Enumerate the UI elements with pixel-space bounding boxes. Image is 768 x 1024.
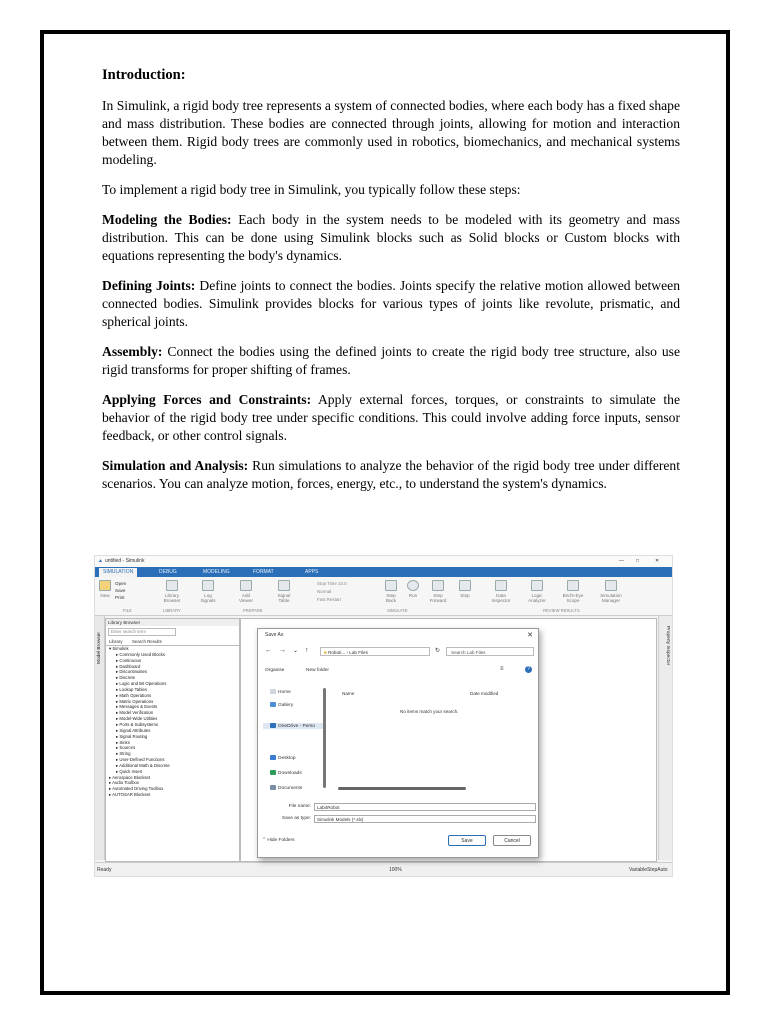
simulation-mode-select[interactable]: Normal — [317, 589, 332, 594]
tab-search-results[interactable]: Search Results — [132, 639, 162, 644]
tree-item[interactable]: ▸ Lookup Tables — [116, 686, 147, 692]
forward-arrow-icon[interactable]: → — [279, 647, 286, 654]
step-title: Modeling the Bodies: — [102, 212, 232, 227]
dialog-command-row — [263, 666, 533, 676]
address-bar[interactable]: ■ Roboti... › Lab Files — [320, 647, 430, 656]
tree-item[interactable]: ▸ Logic and Bit Operations — [116, 681, 167, 687]
nav-onedrive[interactable]: OneDrive - Perso — [263, 723, 324, 729]
new-button[interactable]: New — [99, 580, 111, 598]
dialog-nav-pane — [263, 681, 325, 791]
library-search-input[interactable]: Enter search term — [108, 628, 176, 636]
window-titlebar — [95, 556, 672, 567]
file-name-row — [268, 803, 533, 812]
tree-item[interactable]: ▸ Math Operations — [116, 692, 152, 698]
hide-folders-toggle[interactable]: ⌃ Hide Folders — [262, 838, 295, 843]
nav-scrollbar[interactable] — [323, 688, 326, 788]
dialog-nav-row — [263, 646, 533, 657]
cloud-icon — [270, 723, 276, 728]
save-button-dialog[interactable]: Save — [448, 835, 486, 846]
section-file: FILE — [123, 608, 132, 613]
column-date-modified[interactable]: Date modified — [470, 691, 499, 696]
library-browser-button[interactable]: Library Browser — [161, 580, 183, 603]
minimize-icon[interactable]: — — [619, 558, 624, 564]
tree-item[interactable]: ▸ Sources — [116, 745, 136, 751]
section-simulate: SIMULATE — [387, 608, 408, 613]
file-group — [115, 580, 126, 601]
model-browser-label: Model Browser — [97, 632, 102, 664]
signal-table-button[interactable]: Signal Table — [273, 580, 295, 603]
print-button[interactable]: Print — [115, 595, 125, 600]
tab-simulation[interactable]: SIMULATION — [99, 568, 137, 577]
logic-analyzer-button[interactable]: Logic Analyzer — [525, 580, 549, 603]
add-viewer-button[interactable]: Add Viewer — [235, 580, 257, 603]
tree-item[interactable]: ▸ Signal Attributes — [116, 727, 151, 733]
step-text: Each body in the system needs to be modeled with its geometry and mass distribution. This can be done using Simulink blocks such as Solid blocks or Custom blocks with equations representing the body's dynamics. — [102, 212, 680, 263]
nav-desktop[interactable]: Desktop — [270, 755, 296, 761]
step-back-button[interactable]: Step Back — [381, 580, 401, 603]
tree-item[interactable]: ▸ AUTOSAR Blockset — [109, 792, 151, 798]
tree-item[interactable]: ▸ Discontinuities — [116, 669, 148, 675]
tree-item[interactable]: ▸ Additional Math & Discrete — [116, 762, 170, 768]
maximize-icon[interactable]: □ — [636, 558, 640, 564]
step-paragraph — [102, 343, 680, 379]
tree-item[interactable]: ▸ Model-Wide Utilities — [116, 716, 158, 722]
stop-time-input[interactable]: 10.0 — [338, 581, 347, 586]
save-type-row — [268, 815, 533, 824]
tree-item[interactable]: ▸ Automated Driving Toolbox — [109, 786, 164, 792]
library-tabs — [106, 638, 239, 646]
step-text: Connect the bodies using the defined joints to create the rigid body tree structure, also use rigid transforms for proper shifting of frames. — [102, 344, 680, 377]
download-icon — [270, 770, 276, 775]
address-part[interactable]: Lab Files — [349, 650, 368, 655]
section-review-results: REVIEW RESULTS — [543, 608, 580, 613]
status-ready: Ready — [97, 867, 112, 873]
up-arrow-icon[interactable]: ↑ — [305, 647, 309, 654]
list-scrollbar[interactable] — [338, 787, 466, 790]
file-name-label: File name: — [288, 804, 311, 809]
step-title: Applying Forces and Constraints: — [102, 392, 312, 407]
save-type-select[interactable]: Simulink Models (*.slx) — [314, 815, 536, 823]
steps-lead: To implement a rigid body tree in Simulink, you typically follow these steps: — [102, 182, 521, 197]
help-icon[interactable]: ? — [525, 666, 532, 673]
tree-item[interactable]: ▸ Matrix Operations — [116, 698, 154, 704]
column-name[interactable]: Name — [342, 691, 355, 696]
data-inspector-button[interactable]: Data Inspector — [489, 580, 513, 603]
section-library: LIBRARY — [163, 608, 181, 613]
status-zoom: 100% — [389, 867, 402, 873]
tab-apps[interactable]: APPS — [305, 569, 319, 575]
step-paragraph — [102, 211, 680, 265]
tree-item[interactable]: ▸ Messages & Events — [116, 704, 158, 710]
step-title: Assembly: — [102, 344, 163, 359]
tree-item[interactable]: ▸ String — [116, 751, 131, 757]
tab-debug[interactable]: DEBUG — [159, 569, 177, 575]
step-forward-button[interactable]: Step Forward — [427, 580, 449, 603]
step-paragraph — [102, 457, 680, 493]
file-list — [330, 681, 530, 796]
address-part[interactable]: Roboti... — [328, 650, 346, 655]
document-body — [102, 66, 680, 505]
intro-paragraph: In Simulink, a rigid body tree represents a system of connected bodies, where each body has a fixed shape and mass distribution. These bodies are connected through joints, allowing for motion and interaction between them. Rigid body trees are commonly used in robotics, biomechanics, and mechanical systems modeling. — [102, 98, 680, 167]
section-prepare: PREPARE — [243, 608, 263, 613]
status-solver: VariableStepAuto — [629, 867, 668, 873]
open-button[interactable]: Open — [115, 581, 127, 586]
desktop-icon — [270, 755, 276, 760]
save-button[interactable]: Save — [115, 588, 126, 593]
tree-item[interactable]: ▸ Dashboard — [116, 663, 141, 669]
gallery-icon — [270, 702, 276, 707]
run-button[interactable]: Run — [405, 580, 421, 598]
tree-item[interactable]: ▸ Ports & Subsystems — [116, 721, 159, 727]
library-browser-panel — [105, 618, 240, 862]
chevron-down-icon[interactable]: ⌄ — [293, 648, 299, 654]
status-bar — [95, 862, 672, 876]
document-icon — [270, 785, 276, 790]
dialog-title: Save As — [265, 632, 284, 638]
tree-item[interactable]: ▸ Aerospace Blockset — [109, 774, 151, 780]
tree-item[interactable]: ▸ Audio Toolbox — [109, 780, 140, 786]
save-as-dialog — [257, 628, 539, 858]
model-browser-strip[interactable] — [95, 616, 105, 860]
log-signals-button[interactable]: Log Signals — [197, 580, 219, 603]
step-paragraph — [102, 391, 680, 445]
tree-item[interactable]: ▸ Model Verification — [116, 710, 154, 716]
step-text: Define joints to connect the bodies. Joints specify the relative motion allowed between connected bodies. Simulink provides blocks for various types of joints like revolute, prismatic, and spherical joints. — [102, 278, 680, 329]
refresh-icon[interactable]: ↻ — [435, 648, 441, 654]
organise-menu[interactable]: Organise — [265, 668, 285, 673]
step-title: Defining Joints: — [102, 278, 196, 293]
tree-item[interactable]: ▸ Signal Routing — [116, 733, 148, 739]
home-icon — [270, 689, 276, 694]
nav-documents[interactable]: Documents — [270, 785, 302, 791]
simulink-screenshot — [95, 556, 672, 876]
simulate-settings — [317, 580, 347, 604]
tree-item[interactable]: ▾ Simulink — [109, 646, 129, 651]
tree-item[interactable]: ▸ Continuous — [116, 657, 142, 663]
step-text: Run simulations to analyze the behavior of the rigid body tree under different scenarios. You can analyze motion, forces, energy, etc., to understand the system's dynamics. — [102, 458, 680, 491]
fast-restart-toggle[interactable]: Fast Restart — [317, 597, 341, 602]
nav-home[interactable]: Home — [270, 689, 291, 695]
property-inspector-label: Property Inspector — [665, 626, 670, 666]
property-inspector-strip[interactable] — [658, 616, 672, 860]
tab-library[interactable]: Library — [109, 639, 123, 644]
save-type-label: Save as type: — [281, 816, 311, 821]
tree-item[interactable]: ▸ Sinks — [116, 739, 130, 745]
tree-item[interactable]: ▸ User-Defined Functions — [116, 757, 165, 763]
dialog-search-input[interactable]: Search Lab Files — [446, 647, 534, 656]
view-menu-icon[interactable]: ≡ — [500, 666, 504, 672]
window-title: untitled - Simulink — [105, 558, 145, 564]
close-icon[interactable]: ✕ — [655, 558, 660, 564]
library-tree — [106, 646, 239, 798]
nav-gallery[interactable]: Gallery — [270, 702, 293, 708]
back-arrow-icon[interactable]: ← — [265, 647, 272, 654]
ribbon-tabs — [95, 567, 672, 577]
intro-heading: Introduction: — [102, 67, 186, 83]
step-paragraph — [102, 277, 680, 331]
tree-item[interactable]: ▸ Discrete — [116, 675, 136, 681]
simulation-manager-button[interactable]: Simulation Manager — [597, 580, 625, 603]
nav-downloads[interactable]: Downloads — [270, 770, 302, 776]
stop-time-label: Stop Time — [317, 581, 337, 586]
cancel-button[interactable]: Cancel — [493, 835, 531, 846]
empty-message: No items match your search. — [400, 709, 459, 714]
simulink-logo-icon: ▲ — [98, 558, 103, 564]
ribbon — [95, 577, 672, 616]
tree-item[interactable]: ▸ Commonly Used Blocks — [116, 651, 165, 657]
dialog-close-icon[interactable]: ✕ — [527, 632, 533, 639]
step-text: Apply external forces, torques, or constraints to simulate the behavior of the rigid body tree under specific conditions. This could involve adding force inputs, sensor feedback, or other control signals. — [102, 392, 680, 443]
stop-button[interactable]: Stop — [457, 580, 473, 598]
tree-item[interactable]: ▸ Quick Insert — [116, 768, 143, 774]
folder-icon: ■ — [324, 650, 327, 655]
file-name-input[interactable]: Lab4Robot — [314, 803, 536, 811]
library-browser-title: Library Browser — [106, 619, 239, 626]
step-title: Simulation and Analysis: — [102, 458, 249, 473]
birds-eye-scope-button[interactable]: Bird's-Eye Scope — [561, 580, 585, 603]
new-folder-button[interactable]: New folder — [306, 668, 329, 673]
tab-format[interactable]: FORMAT — [253, 569, 274, 575]
tab-modeling[interactable]: MODELING — [203, 569, 230, 575]
